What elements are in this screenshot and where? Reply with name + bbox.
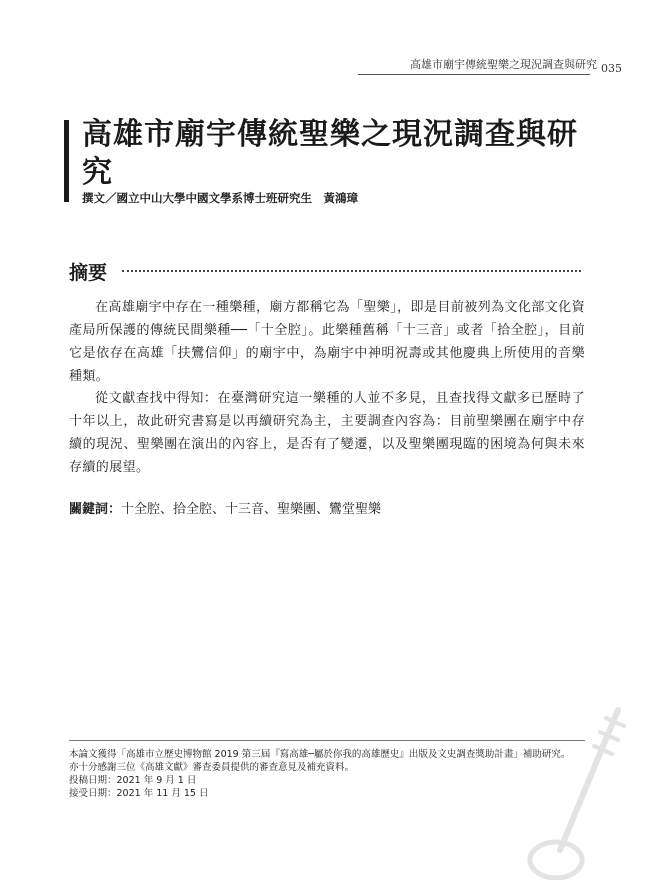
footnote-accepted-date: 接受日期：2021 年 11 月 15 日 [69,788,209,799]
footnote-submitted-date: 投稿日期：2021 年 9 月 1 日 [69,775,197,786]
abstract-paragraph: 在高雄廟宇中存在一種樂種，廟方都稱它為「聖樂」，即是目前被列為文化部文化資產局所保護的傳統民間樂種──「十全腔」。此樂種舊稱「十三音」或者「拾全腔」，目前它是依存在高雄「扶鸞信仰」的廟宇中，為廟宇中神明祝壽或其他慶典上所使用的音樂種類。 [69,300,585,384]
abstract-dotted-rule [122,270,581,272]
keywords-list: 十全腔、拾全腔、十三音、聖樂團、鸞堂聖樂 [121,502,382,517]
footnote-acknowledgement: 亦十分感謝三位《高雄文獻》審查委員提供的審查意見及補充資料。 [69,762,355,773]
keywords-label: 關鍵詞： [69,502,122,517]
title-accent-bar [64,120,69,202]
sanxian-lute-icon [520,700,630,880]
article-title: 高雄市廟宇傳統聖樂之現況調查與研究 [82,117,578,190]
keywords-line [69,498,381,517]
running-header-title: 高雄市廟宇傳統聖樂之現況調查與研究 [410,58,597,71]
abstract-heading: 摘要 [69,262,108,284]
author-byline: 撰文／國立中山大學中國文學系博士班研究生 黃鴻璋 [82,191,358,205]
footnote-funding: 本論文獲得「高雄市立歷史博物館 2019 第三屆『寫高雄─屬於你我的高雄歷史』出版及文史調查獎助計畫」補助研究。 [69,749,571,760]
abstract-paragraph: 從文獻查找中得知：在臺灣研究這一樂種的人並不多見，且查找得文獻多已歷時了十年以上，故此研究書寫是以再續研究為主，主要調查內容為：目前聖樂團在廟宇中存續的現況、聖樂團在演出的內容上，是否有了變遷，以及聖樂團現臨的困境為何與未來存續的展望。 [69,391,585,475]
page-number: 035 [601,62,622,75]
footnote-divider [69,740,585,741]
header-divider [358,74,590,75]
